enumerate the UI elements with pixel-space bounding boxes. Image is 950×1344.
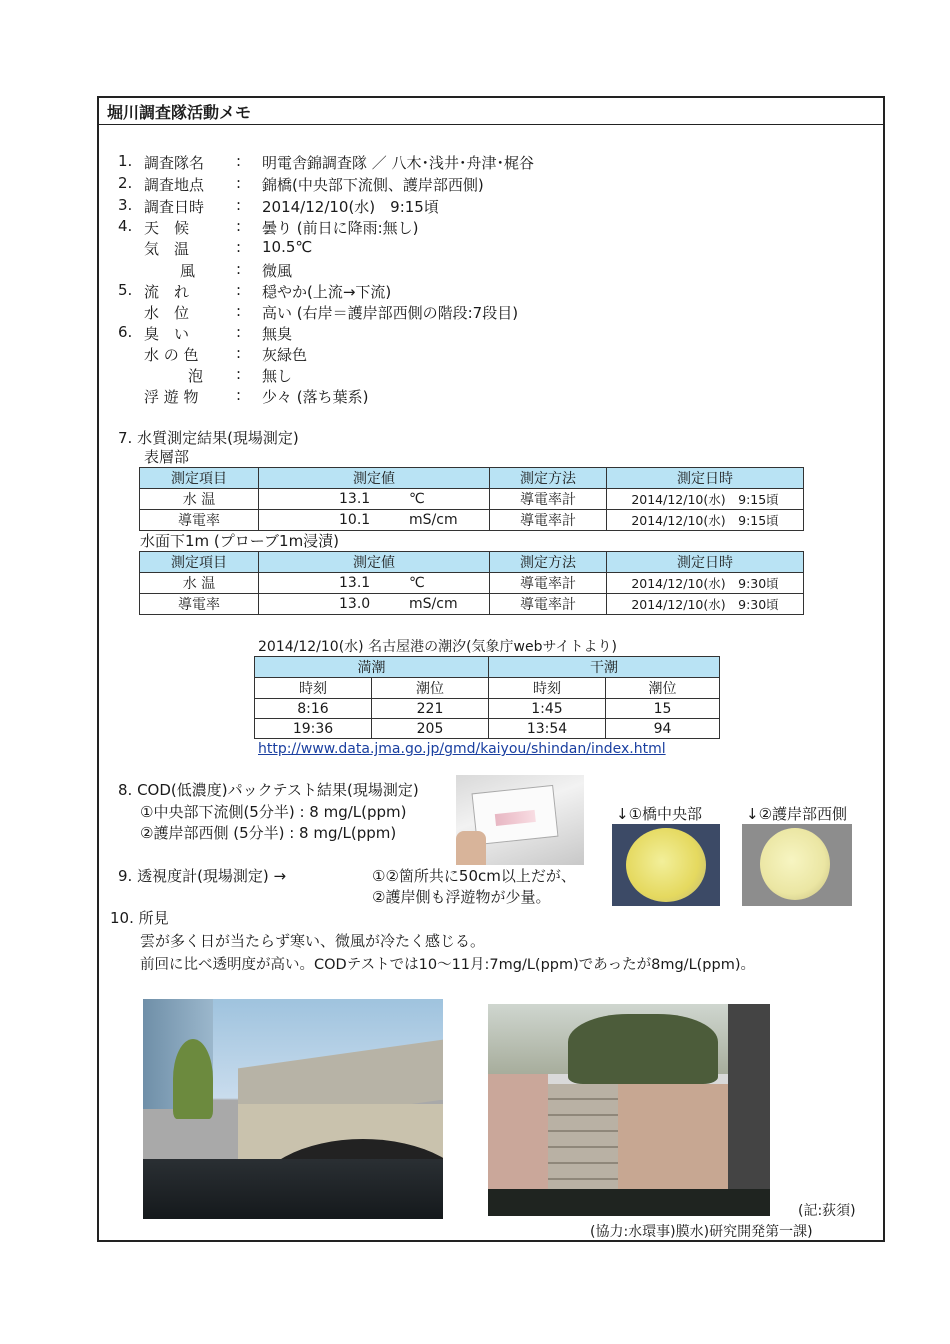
- method-cell: 導電率計: [490, 573, 607, 594]
- item-value: 2014/12/10(水) 9:15頃: [262, 198, 439, 216]
- tube-photo-2: [742, 824, 852, 906]
- high-time: 19:36: [255, 719, 372, 739]
- item-colon: :: [236, 365, 242, 383]
- item-cell: 導電率: [140, 594, 259, 615]
- item-value: 穏やか(上流→下流): [262, 283, 392, 301]
- item-label: 浮 遊 物: [144, 388, 199, 406]
- hand-shape: [456, 831, 486, 865]
- item-colon: :: [236, 174, 242, 192]
- item-cell: 水 温: [140, 573, 259, 594]
- surface-table: [139, 467, 804, 531]
- item-label: 流 れ: [144, 283, 190, 301]
- item-value: 錦橋(中央部下流側、護岸部西側): [262, 176, 484, 194]
- section7-heading: 7. 水質測定結果(現場測定): [118, 429, 299, 447]
- item-label: 水 の 色: [144, 346, 199, 364]
- turbidity-note-2: ②護岸側も浮遊物が少量。: [372, 888, 551, 906]
- item-value: 高い (右岸＝護岸部西側の階段:7段目): [262, 304, 519, 322]
- jma-link[interactable]: http://www.data.jma.go.jp/gmd/kaiyou/shindan/index.html: [258, 741, 666, 757]
- title-divider: [97, 124, 885, 125]
- observation-2: 前回に比べ透明度が高い。CODテストでは10～11月:7mg/L(ppm)であったが8mg/L(ppm)。: [140, 957, 755, 973]
- item-colon: :: [236, 386, 242, 404]
- surface-table-header: [140, 468, 804, 489]
- item-label: 泡: [188, 367, 204, 385]
- item-value: 曇り (前日に降雨:無し): [262, 219, 419, 237]
- item-colon: :: [236, 152, 242, 170]
- tide-subheader: [255, 678, 720, 699]
- table-row: [255, 719, 720, 739]
- high-tide-label: 満潮: [255, 657, 489, 678]
- header-method: 測定方法: [490, 552, 607, 573]
- section8-heading: 8. COD(低濃度)パックテスト結果(現場測定): [118, 781, 419, 799]
- value-cell: 13.1 ℃: [259, 573, 490, 594]
- item-number: 2.: [118, 174, 133, 192]
- high-level: 205: [372, 719, 489, 739]
- date-cell: 2014/12/10(水) 9:15頃: [607, 489, 804, 510]
- photo2-caption: ↓②護岸部西側: [746, 805, 848, 823]
- item-colon: :: [236, 196, 242, 214]
- table-row: [140, 594, 804, 615]
- bridge-photo: [143, 999, 443, 1219]
- header-value: 測定値: [259, 552, 490, 573]
- item-label: 水 位: [144, 304, 190, 322]
- packtest-photo: [456, 775, 584, 865]
- header-item: 測定項目: [140, 468, 259, 489]
- item-colon: :: [236, 217, 242, 235]
- photo1-caption: ↓①橋中央部: [616, 805, 703, 823]
- item-cell: 導電率: [140, 510, 259, 531]
- author: (記:荻須): [798, 1203, 856, 1219]
- observation-1: 雲が多く日が当たらず寒い、微風が冷たく感じる。: [140, 932, 486, 950]
- method-cell: 導電率計: [490, 594, 607, 615]
- section9-heading: 9. 透視度計(現場測定) →: [118, 867, 287, 885]
- item-label: 天 候: [144, 219, 190, 237]
- item-colon: :: [236, 238, 242, 256]
- item-number: 5.: [118, 281, 133, 299]
- item-colon: :: [236, 302, 242, 320]
- high-level: 221: [372, 699, 489, 719]
- item-colon: :: [236, 260, 242, 278]
- header-date: 測定日時: [607, 468, 804, 489]
- table-row: [140, 573, 804, 594]
- table-row: [140, 489, 804, 510]
- deep-table-header: [140, 552, 804, 573]
- tide-table: [254, 656, 720, 739]
- item-number: 6.: [118, 323, 133, 341]
- deep-label: 水面下1m (プローブ1m浸漬): [140, 532, 340, 550]
- item-value: 無臭: [262, 325, 293, 343]
- turbidity-note-1: ①②箇所共に50cm以上だが、: [372, 867, 576, 885]
- memo-title: 堀川調査隊活動メモ: [107, 103, 252, 122]
- date-cell: 2014/12/10(水) 9:15頃: [607, 510, 804, 531]
- item-label: 臭 い: [144, 325, 190, 343]
- level-label: 潮位: [372, 678, 489, 699]
- item-value: 微風: [262, 262, 293, 280]
- tide-header: [255, 657, 720, 678]
- date-cell: 2014/12/10(水) 9:30頃: [607, 573, 804, 594]
- embankment-photo: [488, 1004, 770, 1216]
- item-label: 調査地点: [144, 176, 205, 194]
- low-time: 1:45: [489, 699, 606, 719]
- low-time: 13:54: [489, 719, 606, 739]
- value-cell: 13.0 mS/cm: [259, 594, 490, 615]
- item-label: 気 温: [144, 240, 190, 258]
- item-colon: :: [236, 323, 242, 341]
- date-cell: 2014/12/10(水) 9:30頃: [607, 594, 804, 615]
- tide-caption: 2014/12/10(水) 名古屋港の潮汐(気象庁webサイトより): [258, 639, 617, 655]
- item-label: 調査日時: [144, 198, 205, 216]
- section10-heading: 10. 所見: [110, 909, 169, 927]
- level-label: 潮位: [606, 678, 720, 699]
- item-value: 明電舎錦調査隊 ／ 八木･浅井･舟津･梶谷: [262, 154, 535, 172]
- header-item: 測定項目: [140, 552, 259, 573]
- method-cell: 導電率計: [490, 489, 607, 510]
- item-value: 10.5℃: [262, 238, 313, 256]
- table-row: [255, 699, 720, 719]
- department: (協力:水環事)膜水)研究開発第一課): [590, 1224, 813, 1240]
- method-cell: 導電率計: [490, 510, 607, 531]
- value-cell: 13.1 ℃: [259, 489, 490, 510]
- time-label: 時刻: [255, 678, 372, 699]
- high-time: 8:16: [255, 699, 372, 719]
- item-value: 灰緑色: [262, 346, 308, 364]
- item-label: 風: [180, 262, 196, 280]
- low-tide-label: 干潮: [489, 657, 720, 678]
- time-label: 時刻: [489, 678, 606, 699]
- low-level: 15: [606, 699, 720, 719]
- header-method: 測定方法: [490, 468, 607, 489]
- header-value: 測定値: [259, 468, 490, 489]
- value-cell: 10.1 mS/cm: [259, 510, 490, 531]
- cod-result-2: ②護岸部西側 (5分半) : 8 mg/L(ppm): [140, 824, 397, 842]
- item-number: 1.: [118, 152, 133, 170]
- item-cell: 水 温: [140, 489, 259, 510]
- cod-result-1: ①中央部下流側(5分半) : 8 mg/L(ppm): [140, 803, 407, 821]
- item-label: 調査隊名: [144, 154, 205, 172]
- item-number: 3.: [118, 196, 133, 214]
- surface-label: 表層部: [144, 448, 190, 466]
- item-colon: :: [236, 344, 242, 362]
- tube-photo-1: [612, 824, 720, 906]
- item-number: 4.: [118, 217, 133, 235]
- item-value: 少々 (落ち葉系): [262, 388, 369, 406]
- item-colon: :: [236, 281, 242, 299]
- low-level: 94: [606, 719, 720, 739]
- table-row: [140, 510, 804, 531]
- header-date: 測定日時: [607, 552, 804, 573]
- item-value: 無し: [262, 367, 293, 385]
- deep-table: [139, 551, 804, 615]
